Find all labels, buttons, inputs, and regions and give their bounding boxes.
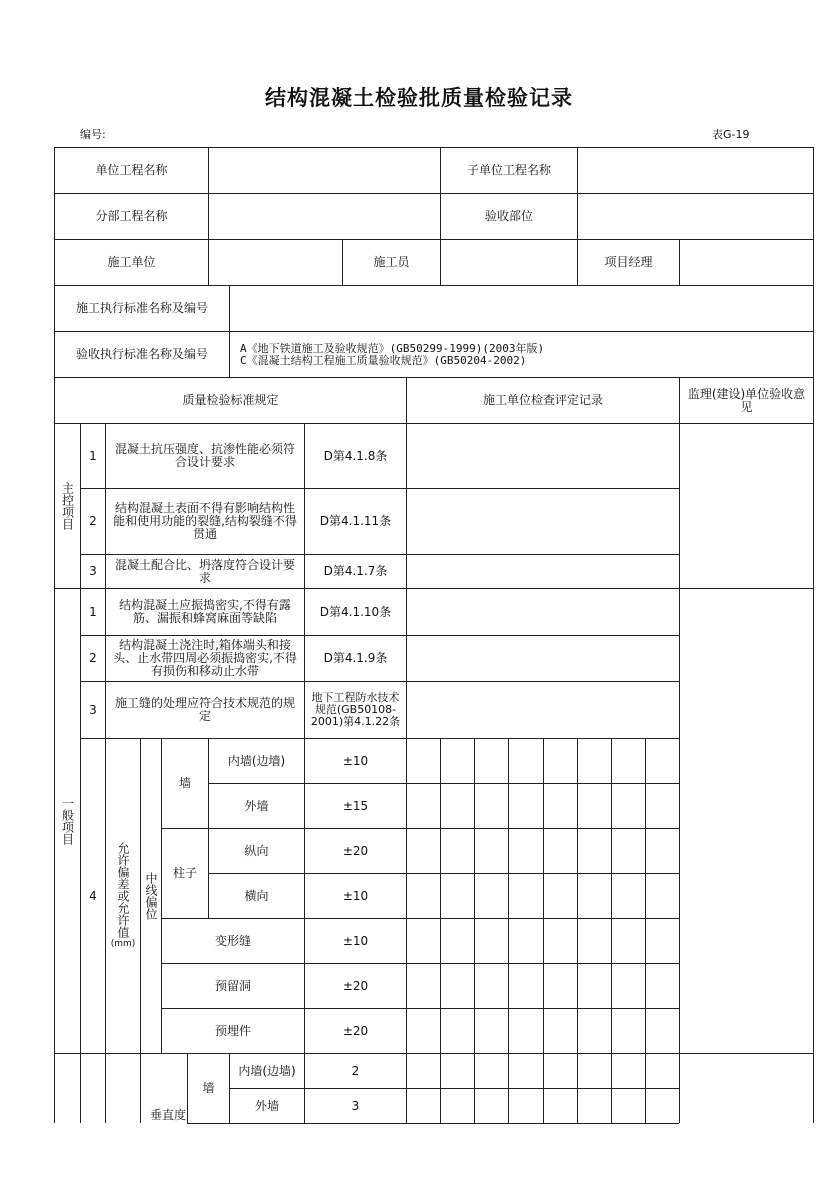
measurement-cell[interactable] bbox=[474, 1053, 508, 1088]
main-item-3-no: 3 bbox=[80, 554, 105, 588]
vert-row-2-value: 3 bbox=[304, 1088, 406, 1123]
measurement-cell[interactable] bbox=[645, 828, 679, 873]
acceptance-location-field[interactable] bbox=[577, 193, 813, 239]
measurement-cell[interactable] bbox=[474, 1008, 508, 1053]
general-item-2-text: 结构混凝土浇注时,箱体端头和接头、止水带四周必须振捣密实,不得有损伤和移动止水带 bbox=[105, 635, 304, 681]
main-item-1-no: 1 bbox=[80, 423, 105, 488]
construction-standard-label: 施工执行标准名称及编号 bbox=[54, 285, 229, 331]
measurement-cell[interactable] bbox=[406, 783, 440, 828]
main-item-2-text: 结构混凝土表面不得有影响结构性能和使用功能的裂缝,结构裂缝不得贯通 bbox=[105, 488, 304, 554]
measurement-cell[interactable] bbox=[406, 1088, 440, 1123]
number-label: 编号: bbox=[80, 128, 106, 141]
tol-row-5-value: ±10 bbox=[304, 918, 406, 963]
center-offset-label: 中线偏位 bbox=[140, 738, 161, 1053]
measurement-cell[interactable] bbox=[474, 1088, 508, 1123]
supervisor-opinion-header: 监理(建设)单位验收意见 bbox=[679, 377, 813, 423]
general-item-3-record[interactable] bbox=[406, 681, 679, 738]
main-item-2-no: 2 bbox=[80, 488, 105, 554]
measurement-cell[interactable] bbox=[406, 1008, 440, 1053]
table-right-border bbox=[813, 147, 814, 1053]
vert-row-2-name: 外墙 bbox=[229, 1088, 304, 1123]
document-title: 结构混凝土检验批质量检验记录 bbox=[265, 86, 573, 110]
measurement-cell[interactable] bbox=[508, 1008, 543, 1053]
general-item-2-ref: D第4.1.9条 bbox=[304, 635, 406, 681]
measurement-cell[interactable] bbox=[645, 1008, 679, 1053]
measurement-cell[interactable] bbox=[611, 828, 645, 873]
unit-project-field[interactable] bbox=[208, 147, 440, 193]
tol-row-7-name: 预埋件 bbox=[161, 1008, 304, 1053]
measurement-cell[interactable] bbox=[611, 918, 645, 963]
measurement-cell[interactable] bbox=[440, 963, 474, 1008]
tolerance-group bbox=[105, 738, 140, 1053]
measurement-cell[interactable] bbox=[508, 738, 543, 783]
measurement-cell[interactable] bbox=[440, 828, 474, 873]
general-item-1-no: 1 bbox=[80, 588, 105, 635]
construction-standard-field[interactable] bbox=[229, 285, 813, 331]
measurement-cell[interactable] bbox=[508, 783, 543, 828]
division-project-label: 分部工程名称 bbox=[54, 193, 208, 239]
quality-standard-header: 质量检验标准规定 bbox=[54, 377, 406, 423]
measurement-cell[interactable] bbox=[543, 873, 577, 918]
vert-row-1-value: 2 bbox=[304, 1053, 406, 1088]
main-item-1-record[interactable] bbox=[406, 423, 679, 488]
acceptance-standard-line-a: A《地下铁道施工及验收规范》(GB50299-1999)(2003年版) bbox=[240, 341, 545, 355]
measurement-cell[interactable] bbox=[508, 873, 543, 918]
tol-row-4-value: ±10 bbox=[304, 873, 406, 918]
measurement-cell[interactable] bbox=[440, 783, 474, 828]
tol-row-7-value: ±20 bbox=[304, 1008, 406, 1053]
main-item-2-record[interactable] bbox=[406, 488, 679, 554]
verticality-wall-label: 墙 bbox=[187, 1053, 229, 1123]
bottom-section-col-2 bbox=[80, 1053, 105, 1123]
measurement-cell[interactable] bbox=[577, 828, 611, 873]
tol-row-3-value: ±20 bbox=[304, 828, 406, 873]
acceptance-standard-label: 验收执行标准名称及编号 bbox=[54, 331, 229, 377]
measurement-cell[interactable] bbox=[611, 783, 645, 828]
measurement-cell[interactable] bbox=[645, 873, 679, 918]
tol-row-3-name: 纵向 bbox=[208, 828, 304, 873]
form-code: 表G-19 bbox=[712, 128, 750, 141]
sub-unit-project-label: 子单位工程名称 bbox=[440, 147, 577, 193]
bottom-section-col-1 bbox=[54, 1053, 80, 1123]
measurement-cell[interactable] bbox=[645, 918, 679, 963]
contractor-record-header: 施工单位检查评定记录 bbox=[406, 377, 679, 423]
measurement-cell[interactable] bbox=[577, 873, 611, 918]
measurement-cell[interactable] bbox=[406, 963, 440, 1008]
acceptance-standard-field bbox=[229, 331, 813, 377]
division-project-field[interactable] bbox=[208, 193, 440, 239]
measurement-cell[interactable] bbox=[577, 1088, 611, 1123]
construction-unit-label: 施工单位 bbox=[54, 239, 208, 285]
measurement-cell[interactable] bbox=[645, 963, 679, 1008]
measurement-cell[interactable] bbox=[577, 963, 611, 1008]
measurement-cell[interactable] bbox=[543, 828, 577, 873]
main-item-2-ref: D第4.1.11条 bbox=[304, 488, 406, 554]
main-item-1-ref: D第4.1.8条 bbox=[304, 423, 406, 488]
measurement-cell[interactable] bbox=[474, 828, 508, 873]
measurement-cell[interactable] bbox=[543, 738, 577, 783]
verticality-label: 垂直度 bbox=[140, 1053, 187, 1123]
measurement-cell[interactable] bbox=[543, 1088, 577, 1123]
measurement-cell[interactable] bbox=[440, 918, 474, 963]
measurement-cell[interactable] bbox=[474, 738, 508, 783]
measurement-cell[interactable] bbox=[474, 873, 508, 918]
measurement-cell[interactable] bbox=[406, 828, 440, 873]
measurement-cell[interactable] bbox=[611, 873, 645, 918]
measurement-cell[interactable] bbox=[440, 738, 474, 783]
table-right-border-bottom bbox=[813, 1053, 814, 1123]
main-item-3-record[interactable] bbox=[406, 554, 679, 588]
general-item-1-text: 结构混凝土应振捣密实,不得有露筋、漏振和蜂窝麻面等缺陷 bbox=[105, 588, 304, 635]
measurement-cell[interactable] bbox=[406, 918, 440, 963]
sub-unit-project-field[interactable] bbox=[577, 147, 813, 193]
general-item-3-ref: 地下工程防水技术规范(GB50108-2001)第4.1.22条 bbox=[304, 681, 406, 738]
measurement-cell[interactable] bbox=[508, 963, 543, 1008]
general-item-4-no: 4 bbox=[80, 738, 105, 1053]
constructor-field[interactable] bbox=[440, 239, 577, 285]
measurement-cell[interactable] bbox=[577, 1008, 611, 1053]
main-control-label: 主控项目 bbox=[54, 423, 80, 588]
tol-row-2-name: 外墙 bbox=[208, 783, 304, 828]
measurement-cell[interactable] bbox=[474, 918, 508, 963]
bottom-supervisor-opinion[interactable] bbox=[679, 1053, 813, 1123]
table-bottom-line bbox=[187, 1123, 679, 1124]
column-label: 柱子 bbox=[161, 828, 208, 918]
measurement-cell[interactable] bbox=[406, 738, 440, 783]
main-item-1-text: 混凝土抗压强度、抗渗性能必须符合设计要求 bbox=[105, 423, 304, 488]
main-control-supervisor-opinion[interactable] bbox=[679, 423, 813, 588]
bottom-section-col-3 bbox=[105, 1053, 140, 1123]
unit-project-label: 单位工程名称 bbox=[54, 147, 208, 193]
measurement-cell[interactable] bbox=[440, 1053, 474, 1088]
measurement-cell[interactable] bbox=[577, 1053, 611, 1088]
tol-row-1-name: 内墙(边墙) bbox=[208, 738, 304, 783]
general-item-2-record[interactable] bbox=[406, 635, 679, 681]
measurement-cell[interactable] bbox=[508, 1053, 543, 1088]
measurement-cell[interactable] bbox=[543, 783, 577, 828]
general-item-1-ref: D第4.1.10条 bbox=[304, 588, 406, 635]
general-item-2-no: 2 bbox=[80, 635, 105, 681]
measurement-cell[interactable] bbox=[474, 783, 508, 828]
measurement-cell[interactable] bbox=[577, 918, 611, 963]
measurement-cell[interactable] bbox=[645, 1088, 679, 1123]
constructor-label: 施工员 bbox=[342, 239, 440, 285]
general-item-1-record[interactable] bbox=[406, 588, 679, 635]
measurement-cell[interactable] bbox=[440, 1088, 474, 1123]
measurement-cell[interactable] bbox=[645, 738, 679, 783]
tolerance-group-label: 允许偏差或允许值 bbox=[116, 841, 130, 938]
measurement-cell[interactable] bbox=[508, 918, 543, 963]
measurement-cell[interactable] bbox=[611, 963, 645, 1008]
general-item-3-no: 3 bbox=[80, 681, 105, 738]
construction-unit-field[interactable] bbox=[208, 239, 342, 285]
measurement-cell[interactable] bbox=[508, 828, 543, 873]
project-manager-field[interactable] bbox=[679, 239, 813, 285]
measurement-cell[interactable] bbox=[577, 783, 611, 828]
wall-label: 墙 bbox=[161, 738, 208, 828]
measurement-cell[interactable] bbox=[645, 1053, 679, 1088]
tol-row-6-value: ±20 bbox=[304, 963, 406, 1008]
tolerance-unit: (mm) bbox=[110, 938, 136, 949]
general-supervisor-opinion[interactable] bbox=[679, 588, 813, 1053]
project-manager-label: 项目经理 bbox=[577, 239, 679, 285]
tol-row-1-value: ±10 bbox=[304, 738, 406, 783]
measurement-cell[interactable] bbox=[440, 873, 474, 918]
tol-row-5-name: 变形缝 bbox=[161, 918, 304, 963]
measurement-cell[interactable] bbox=[440, 1008, 474, 1053]
tol-row-6-name: 预留洞 bbox=[161, 963, 304, 1008]
vert-row-1-name: 内墙(边墙) bbox=[229, 1053, 304, 1088]
measurement-cell[interactable] bbox=[611, 1008, 645, 1053]
acceptance-location-label: 验收部位 bbox=[440, 193, 577, 239]
measurement-cell[interactable] bbox=[645, 783, 679, 828]
tol-row-4-name: 横向 bbox=[208, 873, 304, 918]
measurement-cell[interactable] bbox=[508, 1088, 543, 1123]
general-label: 一般项目 bbox=[54, 588, 80, 1053]
tol-row-2-value: ±15 bbox=[304, 783, 406, 828]
measurement-cell[interactable] bbox=[474, 963, 508, 1008]
measurement-cell[interactable] bbox=[611, 1053, 645, 1088]
measurement-cell[interactable] bbox=[543, 963, 577, 1008]
measurement-cell[interactable] bbox=[406, 1053, 440, 1088]
measurement-cell[interactable] bbox=[543, 1053, 577, 1088]
acceptance-standard-line-c: C《混凝土结构工程施工质量验收规范》(GB50204-2002) bbox=[240, 353, 527, 367]
measurement-cell[interactable] bbox=[577, 738, 611, 783]
main-item-3-ref: D第4.1.7条 bbox=[304, 554, 406, 588]
main-item-3-text: 混凝土配合比、坍落度符合设计要求 bbox=[105, 554, 304, 588]
measurement-cell[interactable] bbox=[611, 738, 645, 783]
general-item-3-text: 施工缝的处理应符合技术规范的规定 bbox=[105, 681, 304, 738]
measurement-cell[interactable] bbox=[543, 918, 577, 963]
measurement-cell[interactable] bbox=[406, 873, 440, 918]
measurement-cell[interactable] bbox=[543, 1008, 577, 1053]
measurement-cell[interactable] bbox=[611, 1088, 645, 1123]
